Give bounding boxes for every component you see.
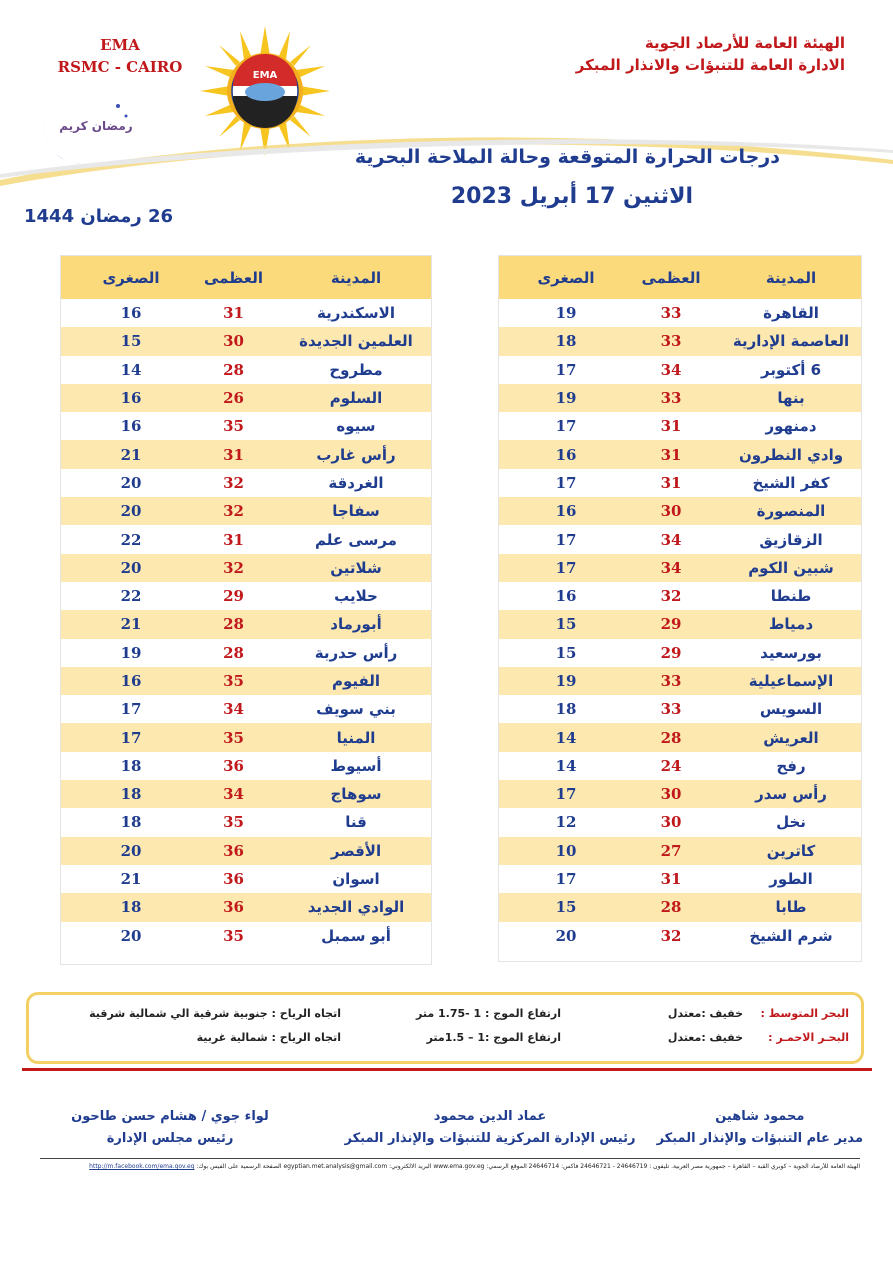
max-temp: 28 <box>223 615 244 634</box>
table-body-right <box>499 299 861 950</box>
city-name: الزقازيق <box>759 530 823 549</box>
sea-state-box <box>26 992 864 1064</box>
divider <box>22 1068 872 1071</box>
min-temp: 18 <box>120 813 142 832</box>
city-name: الإسماعيلية <box>748 672 834 690</box>
table-row <box>499 893 861 921</box>
min-temp: 18 <box>555 332 577 351</box>
max-temp: 34 <box>660 360 682 379</box>
max-temp: 27 <box>660 841 682 860</box>
signature-title: مدير عام التنبؤات والإنذار المبكر <box>656 1131 863 1146</box>
city-name: بنها <box>777 389 805 408</box>
min-temp: 18 <box>120 756 142 775</box>
table-row <box>61 384 431 412</box>
city-name: أبو سمبل <box>321 926 391 945</box>
city-name: المنصورة <box>756 502 826 521</box>
table-row <box>61 723 431 751</box>
max-temp: 32 <box>223 473 244 492</box>
min-temp: 17 <box>555 530 577 549</box>
rsmc-label: RSMC - CAIRO <box>57 58 183 76</box>
min-temp: 16 <box>555 445 577 464</box>
min-temp: 20 <box>120 558 142 577</box>
city-name: العاصمة الإدارية <box>732 332 850 351</box>
min-temp: 17 <box>120 728 142 747</box>
max-temp: 24 <box>660 756 682 775</box>
min-temp: 20 <box>555 926 577 945</box>
max-temp: 31 <box>660 870 682 889</box>
table-row <box>499 808 861 836</box>
city-name: الأقصر <box>330 841 382 860</box>
max-temp: 29 <box>660 615 682 634</box>
footer-divider <box>40 1158 860 1159</box>
table-row <box>61 667 431 695</box>
table-header <box>499 256 861 299</box>
city-name: شلاتين <box>330 558 382 577</box>
city-name: طنطا <box>770 587 812 606</box>
max-temp: 29 <box>660 643 682 662</box>
city-name: رأس غارب <box>316 445 396 464</box>
max-temp: 35 <box>223 926 244 945</box>
city-name: سيوه <box>336 417 376 436</box>
table-row <box>499 469 861 497</box>
header-min: الصغرى <box>537 268 595 287</box>
max-temp: 35 <box>223 417 244 436</box>
max-temp: 33 <box>660 389 682 408</box>
city-name: أبورماد <box>330 615 382 634</box>
signature-forecast-director <box>657 1106 863 1150</box>
max-temp: 31 <box>660 445 682 464</box>
max-temp: 36 <box>223 870 244 889</box>
header-city: المدينة <box>330 268 382 287</box>
min-temp: 17 <box>555 870 577 889</box>
table-row <box>61 412 431 440</box>
city-name: بورسعيد <box>760 643 822 662</box>
min-temp: 20 <box>120 841 142 860</box>
max-temp: 31 <box>223 445 244 464</box>
table-row <box>499 723 861 751</box>
min-temp: 12 <box>555 813 577 832</box>
table-row <box>61 469 431 497</box>
city-name: مرسى علم <box>315 530 397 549</box>
table-row <box>61 695 431 723</box>
header-max: العظمى <box>203 268 264 287</box>
header-min: الصغرى <box>102 268 160 287</box>
city-name: العلمين الجديدة <box>299 332 413 351</box>
wave-height: ارتفاع الموج : 1 -1.75 متر <box>416 1007 561 1020</box>
city-name: حلايب <box>334 587 378 606</box>
min-temp: 15 <box>555 615 577 634</box>
min-temp: 17 <box>555 417 577 436</box>
city-name: دمنهور <box>765 417 817 436</box>
table-row <box>61 554 431 582</box>
signature-title: رئيس الإدارة المركزية للتنبؤات والإنذار المبكر <box>344 1131 636 1146</box>
city-name: كاترين <box>766 841 816 860</box>
max-temp: 31 <box>660 417 682 436</box>
max-temp: 31 <box>660 473 682 492</box>
table-row <box>499 525 861 553</box>
signature-title: رئيس مجلس الإدارة <box>106 1131 234 1146</box>
max-temp: 34 <box>223 700 244 719</box>
min-temp: 21 <box>120 615 142 634</box>
city-name: السلوم <box>329 389 383 408</box>
city-name: الاسكندرية <box>317 304 395 323</box>
table-row <box>499 695 861 723</box>
max-temp: 31 <box>223 304 244 323</box>
min-temp: 17 <box>555 360 577 379</box>
organization-block <box>576 32 845 76</box>
max-temp: 26 <box>223 389 244 408</box>
page-date: الاثنين 17 أبريل 2023 <box>450 184 693 209</box>
page-title: درجات الحرارة المتوقعة وحالة الملاحة البحرية <box>354 146 780 168</box>
min-temp: 15 <box>555 898 577 917</box>
table-row <box>61 299 431 327</box>
table-row <box>499 780 861 808</box>
city-name: اسوان <box>332 870 380 889</box>
min-temp: 19 <box>555 672 577 690</box>
table-row <box>499 582 861 610</box>
city-name: العريش <box>763 728 819 747</box>
max-temp: 33 <box>660 332 682 351</box>
max-temp: 32 <box>223 558 244 577</box>
city-name: شرم الشيخ <box>749 926 833 945</box>
city-name: دمياط <box>768 615 814 634</box>
wave-height: ارتفاع الموج :1 – 1.5متر <box>426 1031 561 1044</box>
max-temp: 35 <box>223 813 244 832</box>
table-row <box>499 356 861 384</box>
ema-title-block <box>40 34 200 78</box>
table-body-left <box>61 299 431 950</box>
sea-line-red-sea <box>29 1031 861 1051</box>
city-name: سوهاج <box>330 785 382 804</box>
min-temp: 16 <box>120 417 142 436</box>
table-row <box>499 865 861 893</box>
table-row <box>499 412 861 440</box>
max-temp: 28 <box>660 728 682 747</box>
logo-text: EMA <box>252 70 278 81</box>
city-name: سفاجا <box>332 502 380 521</box>
temperature-table-left <box>60 255 432 965</box>
min-temp: 17 <box>120 700 142 719</box>
table-row <box>499 440 861 468</box>
city-name: الوادي الجديد <box>307 898 405 917</box>
city-name: بني سويف <box>316 700 396 719</box>
table-row <box>61 440 431 468</box>
min-temp: 16 <box>120 672 142 690</box>
signature-central-director <box>340 1106 640 1150</box>
table-row <box>499 327 861 355</box>
min-temp: 18 <box>120 785 142 804</box>
max-temp: 30 <box>660 502 682 521</box>
sea-state: خفيف :معتدل <box>667 1007 743 1020</box>
max-temp: 28 <box>223 643 244 662</box>
min-temp: 20 <box>120 926 142 945</box>
max-temp: 30 <box>223 332 244 351</box>
min-temp: 14 <box>555 756 577 775</box>
sea-label: البحر المتوسط : <box>760 1007 849 1020</box>
table-row <box>499 667 861 695</box>
city-name: رأس حدربة <box>314 643 398 662</box>
table-row <box>61 525 431 553</box>
min-temp: 19 <box>120 643 142 662</box>
max-temp: 34 <box>223 785 244 804</box>
max-temp: 36 <box>223 898 244 917</box>
city-name: السويس <box>759 700 823 719</box>
min-temp: 19 <box>555 389 577 408</box>
signature-name: عماد الدين محمود <box>433 1109 547 1124</box>
table-row <box>61 837 431 865</box>
city-name: مطروح <box>329 360 383 379</box>
table-row <box>61 582 431 610</box>
city-name: الغردقة <box>328 473 384 492</box>
table-header <box>61 256 431 299</box>
city-name: الفيوم <box>331 672 381 690</box>
header-city: المدينة <box>765 268 817 287</box>
min-temp: 22 <box>120 530 142 549</box>
max-temp: 34 <box>660 558 682 577</box>
min-temp: 19 <box>555 304 577 323</box>
max-temp: 31 <box>223 530 244 549</box>
table-row <box>61 327 431 355</box>
min-temp: 20 <box>120 502 142 521</box>
wind-direction: اتجاه الرياح : جنوبية شرقية الي شمالية شرقية <box>89 1007 341 1020</box>
min-temp: 21 <box>120 870 142 889</box>
table-row <box>61 639 431 667</box>
table-row <box>499 922 861 950</box>
ema-abbrev: EMA <box>100 36 140 54</box>
table-row <box>499 752 861 780</box>
hijri-date: 26 رمضان 1444 <box>24 206 174 227</box>
min-temp: 14 <box>555 728 577 747</box>
facebook-link[interactable]: http://m.facebook.com/ema.gov.eg <box>89 1163 195 1170</box>
org-line-2: الادارة العامة للتنبؤات والانذار المبكر <box>575 56 845 74</box>
footer <box>40 1163 860 1170</box>
temperature-table-right <box>498 255 862 962</box>
table-row <box>61 893 431 921</box>
signature-name: محمود شاهين <box>715 1109 805 1124</box>
table-row <box>61 780 431 808</box>
table-row <box>61 752 431 780</box>
max-temp: 28 <box>660 898 682 917</box>
max-temp: 32 <box>660 926 682 945</box>
signature-chairman <box>60 1106 280 1150</box>
city-name: المنيا <box>336 728 376 747</box>
city-name: قنا <box>345 813 367 832</box>
sea-line-mediterranean <box>29 1007 861 1027</box>
city-name: الطور <box>769 870 813 889</box>
max-temp: 32 <box>223 502 244 521</box>
table-row <box>61 808 431 836</box>
table-row <box>499 554 861 582</box>
min-temp: 21 <box>120 445 142 464</box>
min-temp: 22 <box>120 587 142 606</box>
city-name: رفح <box>776 756 806 775</box>
table-row <box>61 922 431 950</box>
min-temp: 14 <box>120 360 142 379</box>
min-temp: 17 <box>555 785 577 804</box>
min-temp: 16 <box>555 587 577 606</box>
max-temp: 33 <box>660 700 682 719</box>
min-temp: 15 <box>555 643 577 662</box>
max-temp: 36 <box>223 756 244 775</box>
min-temp: 16 <box>120 304 142 323</box>
city-name: كفر الشيخ <box>752 473 830 492</box>
table-row <box>61 497 431 525</box>
table-row <box>499 837 861 865</box>
city-name: طابا <box>775 898 807 917</box>
footer-text: الهيئة العامة للأرصاد الجوية – كوبري القبة – القاهرة – جمهورية مصر العربية. تليفون : 24646719 - 24646721 فاكس: 24646714 الموقع الرسمي: www.ema.gov.eg البريد الالكتروني: egyptian.met.analysis@gmail.com الصفحة الرسمية على الفيس بوك: <box>196 1163 860 1170</box>
table-row <box>499 497 861 525</box>
max-temp: 36 <box>223 841 244 860</box>
city-name: شبين الكوم <box>748 558 834 577</box>
min-temp: 18 <box>120 898 142 917</box>
max-temp: 29 <box>223 587 244 606</box>
header-max: العظمى <box>641 268 701 287</box>
city-name: 6 أكتوبر <box>760 360 821 379</box>
max-temp: 34 <box>660 530 682 549</box>
wind-direction: اتجاه الرياح : شمالية غربية <box>196 1031 341 1044</box>
max-temp: 30 <box>660 785 682 804</box>
table-row <box>61 610 431 638</box>
min-temp: 20 <box>120 473 142 492</box>
sea-label: البحـر الاحمـر : <box>768 1031 849 1044</box>
table-row <box>61 865 431 893</box>
ramadan-logo-text: رمضان كريم <box>59 119 133 133</box>
table-row <box>61 356 431 384</box>
max-temp: 32 <box>660 587 682 606</box>
min-temp: 15 <box>120 332 142 351</box>
table-row <box>499 299 861 327</box>
city-name: نخل <box>776 813 806 832</box>
max-temp: 28 <box>223 360 244 379</box>
table-row <box>499 639 861 667</box>
min-temp: 18 <box>555 700 577 719</box>
min-temp: 17 <box>555 558 577 577</box>
signature-name: لواء جوي / هشام حسن طاحون <box>71 1109 269 1124</box>
max-temp: 33 <box>660 672 682 690</box>
min-temp: 10 <box>555 841 577 860</box>
org-line-1: الهيئة العامة للأرصاد الجوية <box>644 34 845 52</box>
city-name: القاهرة <box>763 304 819 323</box>
sea-state: خفيف :معتدل <box>667 1031 743 1044</box>
city-name: رأس سدر <box>755 785 827 804</box>
table-row <box>499 384 861 412</box>
city-name: أسيوط <box>330 756 382 775</box>
max-temp: 35 <box>223 672 244 690</box>
max-temp: 35 <box>223 728 244 747</box>
min-temp: 17 <box>555 473 577 492</box>
city-name: وادي النطرون <box>738 445 844 464</box>
table-row <box>499 610 861 638</box>
min-temp: 16 <box>555 502 577 521</box>
max-temp: 30 <box>660 813 682 832</box>
max-temp: 33 <box>660 304 682 323</box>
min-temp: 16 <box>120 389 142 408</box>
